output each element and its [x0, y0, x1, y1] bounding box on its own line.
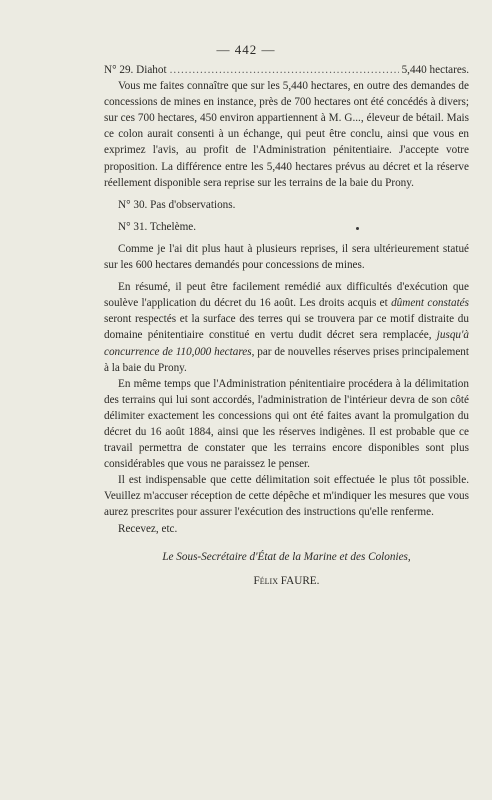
paragraph-request: Il est indispensable que cette délimitation soit effectuée le plus tôt possible. Veuillez m'accuser réception de cette dépêche et m'indiquer les mesures que vous aurez prescrites pour assurer l'exécution des instructions qu'elle renferme. — [104, 474, 469, 519]
ink-dot-mark — [356, 227, 359, 230]
paragraph-delimitation: En même temps que l'Administration pénitentiaire procédera à la délimitation des terrains qui lui sont accordés, l'administration de l'intérieur devra de son côté délimiter exactement les concessions qui ont été faites avant la promulgation du décret du 16 août 1884, ainsi que les réserves indigènes. Il est probable que ce travail permettra de constater que les terrains encore disponibles sont plus considérables que vous ne paraissez le penser. — [104, 377, 469, 471]
leader-dots — [170, 62, 399, 78]
summary-text-c: , par de nouvelles réserves prises principalement à la baie du Prony. — [104, 345, 469, 374]
page-number: — 442 — — [216, 42, 276, 57]
page-body — [104, 62, 469, 589]
paragraph-closing: Recevez, etc. — [118, 522, 178, 535]
signature-title: Le Sous-Secrétaire d'État de la Marine et des Colonies, — [162, 550, 411, 563]
entry-n30: N° 30. Pas d'observations. — [118, 198, 236, 211]
summary-text-b: seront respectés et la surface des terres qui se trouvera par ce motif distraite du domaine pénitentiaire constitué en vertu dudit décret sera remplacée, — [104, 313, 469, 342]
paragraph-n29-details: Vous me faites connaître que sur les 5,440 hectares, en outre des demandes de concessions de mines en instance, près de 700 hectares ont été concédés à divers; sur ces 700 hectares, 450 environ appartiennent à M. G..., éleveur de bétail. Mais ce colon aurait consenti à un échange, qui peut être conclu, ainsi que vous en exprimez l'avis, au profit de l'Administration pénitentiaire. J'accepte votre proposition. La différence entre les 5,440 hectares prévus au décret et la réserve réellement disponible sera reprise sur les terrains de la baie du Prony. — [104, 80, 469, 189]
summary-emphasis-2: jusqu'à concurrence de 110,000 hectares — [104, 329, 469, 358]
paragraph-summary — [104, 279, 469, 376]
entry-n29-value: 5,440 hectares. — [401, 64, 469, 76]
entry-n29 — [104, 62, 469, 78]
summary-emphasis-1: dûment constatés — [391, 297, 469, 310]
signer-name: Félix FAURE. — [253, 574, 320, 587]
paragraph-n31-details: Comme je l'ai dit plus haut à plusieurs reprises, il sera ultérieurement statué sur les 600 hectares demandés pour concessions de mines. — [104, 242, 469, 272]
summary-text-a: En résumé, il peut être facilement remédié aux difficultés d'exécution que soulève l'application du décret du 16 août. Les droits acquis et — [104, 281, 469, 310]
entry-n31: N° 31. Tchelème. — [118, 220, 197, 233]
entry-n29-label: N° 29. Diahot — [104, 64, 167, 76]
